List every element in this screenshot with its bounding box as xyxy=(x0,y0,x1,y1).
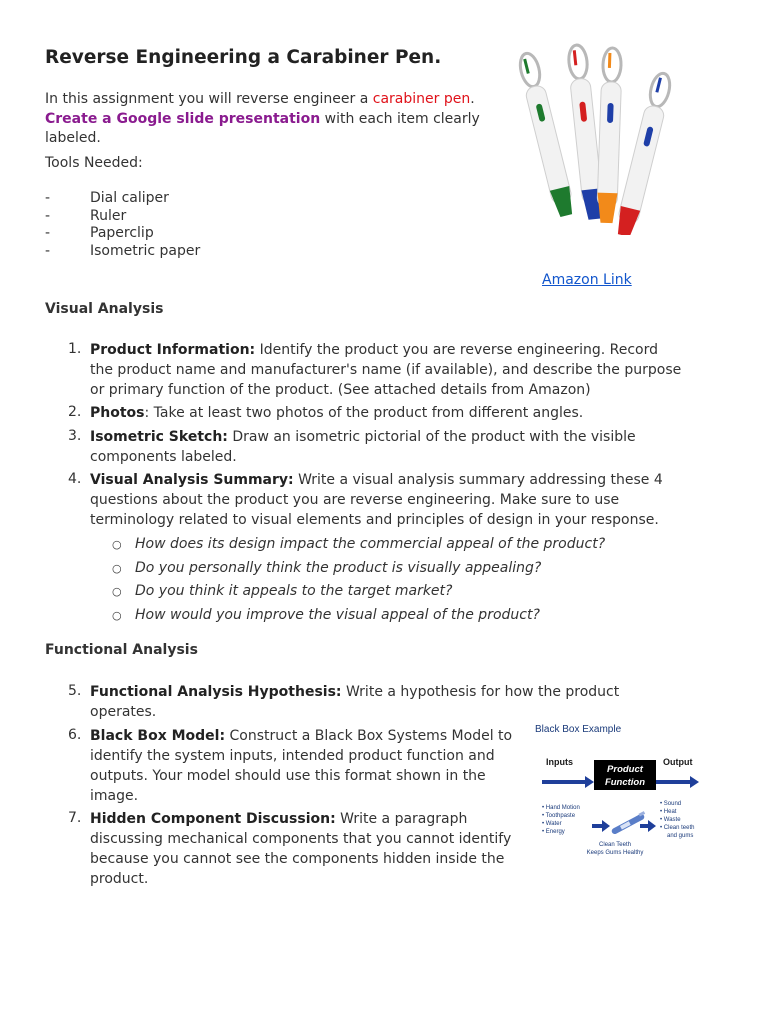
dash-bullet: - xyxy=(45,190,51,206)
tool-item xyxy=(45,190,200,208)
pen-barrel xyxy=(597,82,621,208)
output-list-item: • Sound xyxy=(660,801,682,807)
output-list-item: • Waste xyxy=(660,817,681,823)
item-number: 1. xyxy=(68,341,82,357)
item-text xyxy=(90,726,515,806)
dash-bullet: - xyxy=(45,207,51,224)
tools-heading: Tools Needed: xyxy=(45,155,143,171)
item-text xyxy=(90,403,685,423)
item-text xyxy=(90,427,650,467)
question-text: Do you think it appeals to the target market? xyxy=(135,583,453,599)
question-text: How does its design impact the commercial appeal of the product? xyxy=(135,536,606,552)
item-number: 7. xyxy=(68,810,82,826)
carabiner-gate xyxy=(573,50,578,65)
input-list-item: • Energy xyxy=(542,829,565,835)
pen-tip xyxy=(596,193,617,224)
caption-line-2: Keeps Gums Healthy xyxy=(586,850,644,856)
tool-item xyxy=(45,243,200,261)
output-list-item: • Clean teeth xyxy=(660,825,695,831)
dash-bullet: - xyxy=(45,242,51,259)
question-text: Do you personally think the product is visually appealing? xyxy=(135,560,542,576)
amazon-link[interactable]: Amazon Link xyxy=(542,272,632,288)
item-bold-label: Isometric Sketch: xyxy=(90,429,228,445)
black-box-example-diagram xyxy=(530,718,710,866)
function-line-2: Function xyxy=(604,777,646,788)
carabiner-pens-image xyxy=(500,40,690,235)
circle-bullet-icon: ○ xyxy=(112,609,122,622)
input-list-item: • Water xyxy=(542,821,562,827)
black-box-title: Black Box Example xyxy=(535,724,622,735)
carabiner-gate xyxy=(608,53,612,68)
item-body: : Take at least two photos of the product from different angles. xyxy=(144,405,584,421)
carabiner-gate xyxy=(655,77,662,92)
input-list-item: • Hand Motion xyxy=(542,805,580,811)
item-body: Draw an isometric pictorial of the product with the visible components labeled. xyxy=(90,429,636,465)
item-text xyxy=(90,470,685,530)
output-label: Output xyxy=(663,757,693,767)
item-bold-label: Photos xyxy=(90,405,145,421)
item-bold-label: Functional Analysis Hypothesis: xyxy=(90,684,342,700)
small-output-arrow xyxy=(640,820,656,832)
tool-label: Paperclip xyxy=(90,225,154,241)
inputs-label: Inputs xyxy=(546,757,573,767)
intro-text-after: with each item clearly labeled. xyxy=(45,110,480,146)
pen-tip xyxy=(550,186,576,218)
pen-slider xyxy=(607,103,614,123)
circle-bullet-icon: ○ xyxy=(112,562,122,575)
intro-text-before: In this assignment you will reverse engineer a xyxy=(45,91,373,107)
intro-paragraph xyxy=(45,90,485,149)
small-input-arrow xyxy=(592,820,610,832)
item-text xyxy=(90,340,685,400)
item-body: Write a paragraph discussing mechanical components that you cannot identify because you cannot see the components hidden inside the product. xyxy=(90,811,512,887)
input-arrow xyxy=(542,776,594,788)
circle-bullet-icon: ○ xyxy=(112,585,122,598)
caption-line-1: Clean Teeth xyxy=(599,842,631,848)
item-bold-label: Hidden Component Discussion: xyxy=(90,811,336,827)
carabiner-clip xyxy=(567,44,588,80)
carabiner-gate xyxy=(523,59,530,74)
item-text xyxy=(90,682,630,722)
function-line-1: Product xyxy=(607,764,643,775)
tools-list xyxy=(45,190,200,260)
item-body: Identify the product you are reverse engineering. Record the product name and manufacturer's name (if available), and describe the purpose or primary function of the product. (See attached details from Amazon) xyxy=(90,342,682,398)
item-bold-label: Product Information: xyxy=(90,342,256,358)
output-list-item-continued: and gums xyxy=(667,833,694,839)
carabiner-clip xyxy=(602,48,621,83)
dash-bullet: - xyxy=(45,225,51,241)
output-arrow xyxy=(656,776,699,788)
item-number: 3. xyxy=(68,428,82,444)
item-number: 2. xyxy=(68,404,82,420)
page-title: Reverse Engineering a Carabiner Pen. xyxy=(45,47,442,68)
carabiner-clip xyxy=(517,51,543,88)
carabiner-clip xyxy=(647,71,673,108)
tool-item xyxy=(45,208,200,226)
item-body: Write a hypothesis for how the product operates. xyxy=(90,684,620,720)
input-list-item: • Toothpaste xyxy=(542,813,576,819)
visual-analysis-heading: Visual Analysis xyxy=(45,301,164,317)
output-list-item: • Heat xyxy=(660,809,677,815)
item-text xyxy=(90,809,515,889)
tool-label: Dial caliper xyxy=(90,190,169,206)
circle-bullet-icon: ○ xyxy=(112,538,122,551)
tool-item xyxy=(45,225,200,243)
question-text: How would you improve the visual appeal of the product? xyxy=(135,607,540,623)
item-bold-label: Visual Analysis Summary: xyxy=(90,472,294,488)
functional-analysis-heading: Functional Analysis xyxy=(45,642,198,658)
toothbrush-icon xyxy=(610,811,647,835)
create-presentation-instruction: Create a Google slide presentation xyxy=(45,110,321,127)
item-number: 6. xyxy=(68,727,82,743)
item-body: Write a visual analysis summary addressing these 4 questions about the product you are reverse engineering. Make sure to use terminology related to visual elements and principles of design in your response. xyxy=(90,472,663,528)
item-number: 5. xyxy=(68,683,82,699)
tool-label: Isometric paper xyxy=(90,242,201,259)
tool-label: Ruler xyxy=(90,207,127,224)
carabiner-pen-link[interactable]: carabiner pen xyxy=(372,91,471,107)
item-body: Construct a Black Box Systems Model to identify the system inputs, intended product function and outputs. Your model should use this format shown in the image. xyxy=(90,728,513,804)
item-bold-label: Black Box Model: xyxy=(90,728,226,744)
intro-period: . xyxy=(470,91,475,107)
item-number: 4. xyxy=(68,471,82,487)
